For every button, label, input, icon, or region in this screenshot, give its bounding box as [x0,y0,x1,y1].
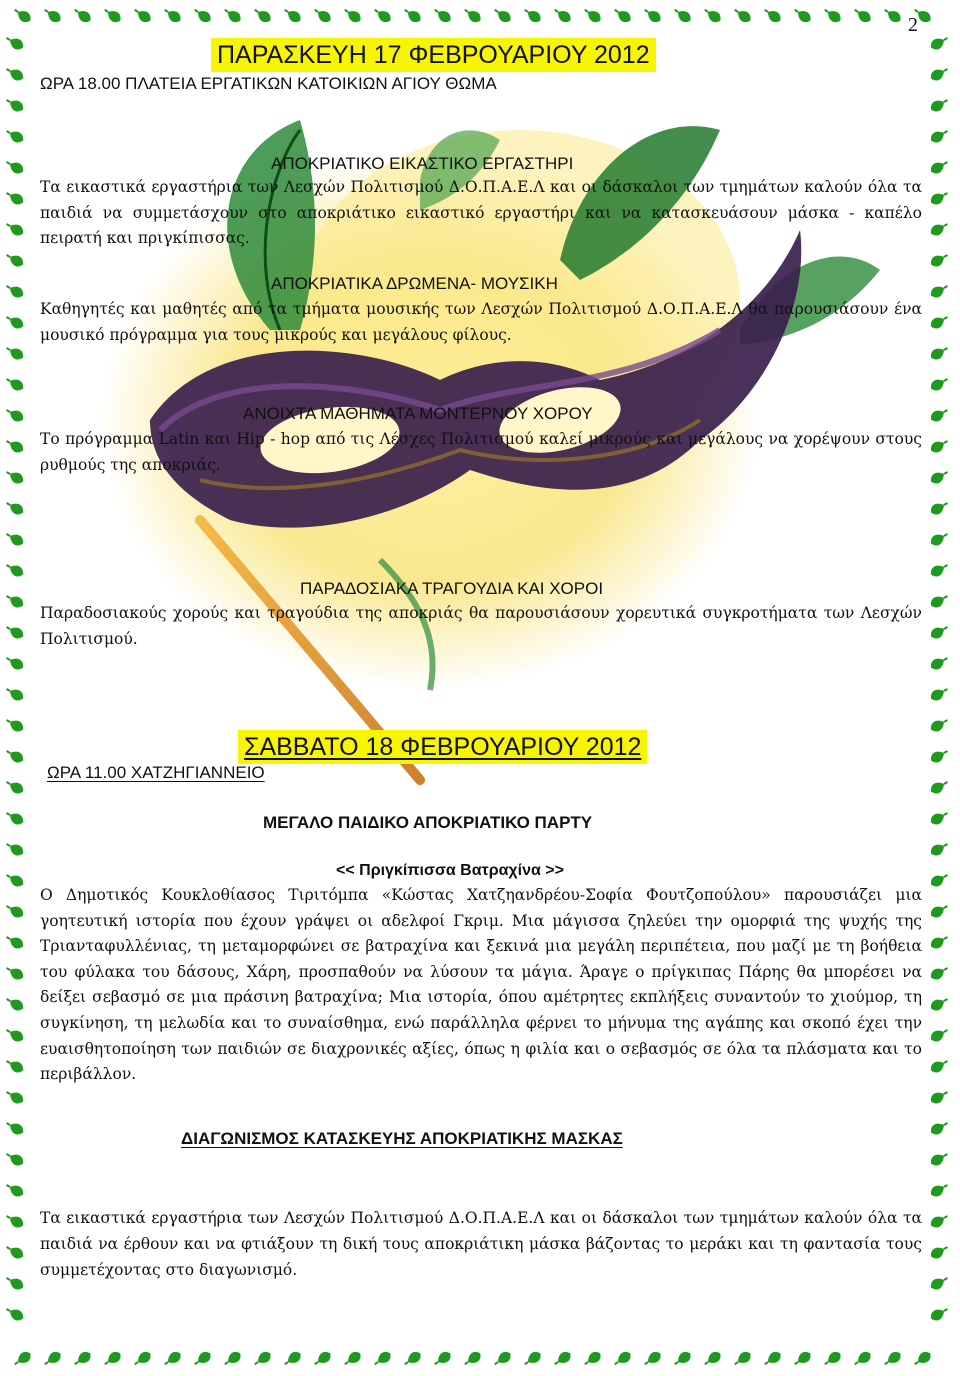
friday-date-heading: ΠΑΡΑΣΚΕΥΗ 17 ΦΕΒΡΟΥΑΡΙΟΥ 2012 [211,38,656,72]
show-title: << Πριγκίπισσα Βατραχίνα >> [336,862,564,879]
saturday-date-heading: ΣΑΒΒΑΤΟ 18 ΦΕΒΡΟΥΑΡΙΟΥ 2012 [238,730,647,764]
section-body-music: Καθηγητές και μαθητές από τα τμήματα μουσικής των Λεσχών Πολιτισμού Δ.Ο.Π.Α.Ε.Λ θα παρουσιάσουν ένα μουσικό πρόγραμμα για τους μικρούς και μεγάλους φίλους. [40,300,922,344]
section-title-traditional: ΠΑΡΑΔΟΣΙΑΚΑ ΤΡΑΓΟΥΔΙΑ ΚΑΙ ΧΟΡΟΙ [300,579,604,598]
section-body-dance: Το πρόγραμμα Latin και Hip - hop από τις Λέσχες Πολιτισμού καλεί μικρούς και μεγάλους να χορέψουν στους ρυθμούς της αποκριάς. [40,430,922,474]
contest-body: Τα εικαστικά εργαστήρια των Λεσχών Πολιτισμού Δ.Ο.Π.Α.Ε.Λ και οι δάσκαλοι των τμημάτων καλούν όλα τα παιδιά να έρθουν και να φτιάξουν τη δική τους αποκριάτικη μάσκα βάζοντας το μεράκι και τη φαντασία τους συμμετέχοντας στο διαγωνισμό. [40,1209,922,1279]
page-number: 2 [908,14,918,36]
section-body-traditional: Παραδοσιακούς χορούς και τραγούδια της αποκριάς θα παρουσιάσουν χορευτικά συγκροτήματα των Λεσχών Πολιτισμού. [40,604,922,648]
section-title-dance: ΑΝΟΙΧΤΑ ΜΑΘΗΜΑΤΑ ΜΟΝΤΕΡΝΟΥ ΧΟΡΟΥ [243,404,593,423]
show-body: Ο Δημοτικός Κουκλοθίασος Τιριτόμπα «Κώστας Χατζηανδρέου-Σοφία Φουτζοπούλου» παρουσιάζει μια γοητευτική ιστορία που έχουν γράψει οι αδελφοί Γκριμ. Μια μάγισσα ζηλεύει την ομορφιά της ψυχής της Τριανταφυλλένιας, τη μεταμορφώνει σε βατραχίνα και ξεκινά μια μεγάλη περιπέτεια, που μαζί με τη βοήθεια του φύλακα του δάσους, Χάρη, προσπαθούν να λύσουν τα μάγια. Άραγε ο πρίγκιπας Πάρης θα μπορέσει να δείξει σεβασμό σε μια πράσινη βατραχίνα; Μια ιστορία, όπου αμέτρητες εκπλήξεις συναντούν το χιούμορ, τη συγκίνηση, τη μελωδία και το συναίσθημα, ενώ παράλληλα φέρνει το μήνυμα της αγάπης και σκοπό έχει την ευαισθητοποίηση των παιδιών σε διαχρονικές αξίες, όπως η φιλία και ο σεβασμός σε όλα τα πλάσματα και το περιβάλλον. [40,886,922,1084]
party-title: ΜΕΓΑΛΟ ΠΑΙΔΙΚΟ ΑΠΟΚΡΙΑΤΙΚΟ ΠΑΡΤΥ [263,813,593,832]
section-title-workshop: ΑΠΟΚΡΙΑΤΙΚΟ ΕΙΚΑΣΤΙΚΟ ΕΡΓΑΣΤΗΡΙ [271,154,574,173]
section-body-workshop: Τα εικαστικά εργαστήρια των Λεσχών Πολιτισμού Δ.Ο.Π.Α.Ε.Λ και οι δάσκαλοι των τμημάτων καλούν όλα τα παιδιά να συμμετάσχουν στο αποκριάτικο εικαστικό εργαστήρι και να κατασκευάσουν μάσκα - καπέλο πειρατή και πριγκίπισσας. [40,178,922,247]
contest-title: ΔΙΑΓΩΝΙΣΜΟΣ ΚΑΤΑΣΚΕΥΗΣ ΑΠΟΚΡΙΑΤΙΚΗΣ ΜΑΣΚΑΣ [181,1129,623,1148]
friday-time-place: ΩΡΑ 18.00 ΠΛΑΤΕΙΑ ΕΡΓΑΤΙΚΩΝ ΚΑΤΟΙΚΙΩΝ ΑΓΙΟΥ ΘΩΜΑ [40,74,497,93]
section-title-music: ΑΠΟΚΡΙΑΤΙΚΑ ΔΡΩΜΕΝΑ- ΜΟΥΣΙΚΗ [271,274,558,293]
saturday-time-place: ΩΡΑ 11.00 ΧΑΤΖΗΓΙΑΝΝΕΙΟ [47,763,265,782]
